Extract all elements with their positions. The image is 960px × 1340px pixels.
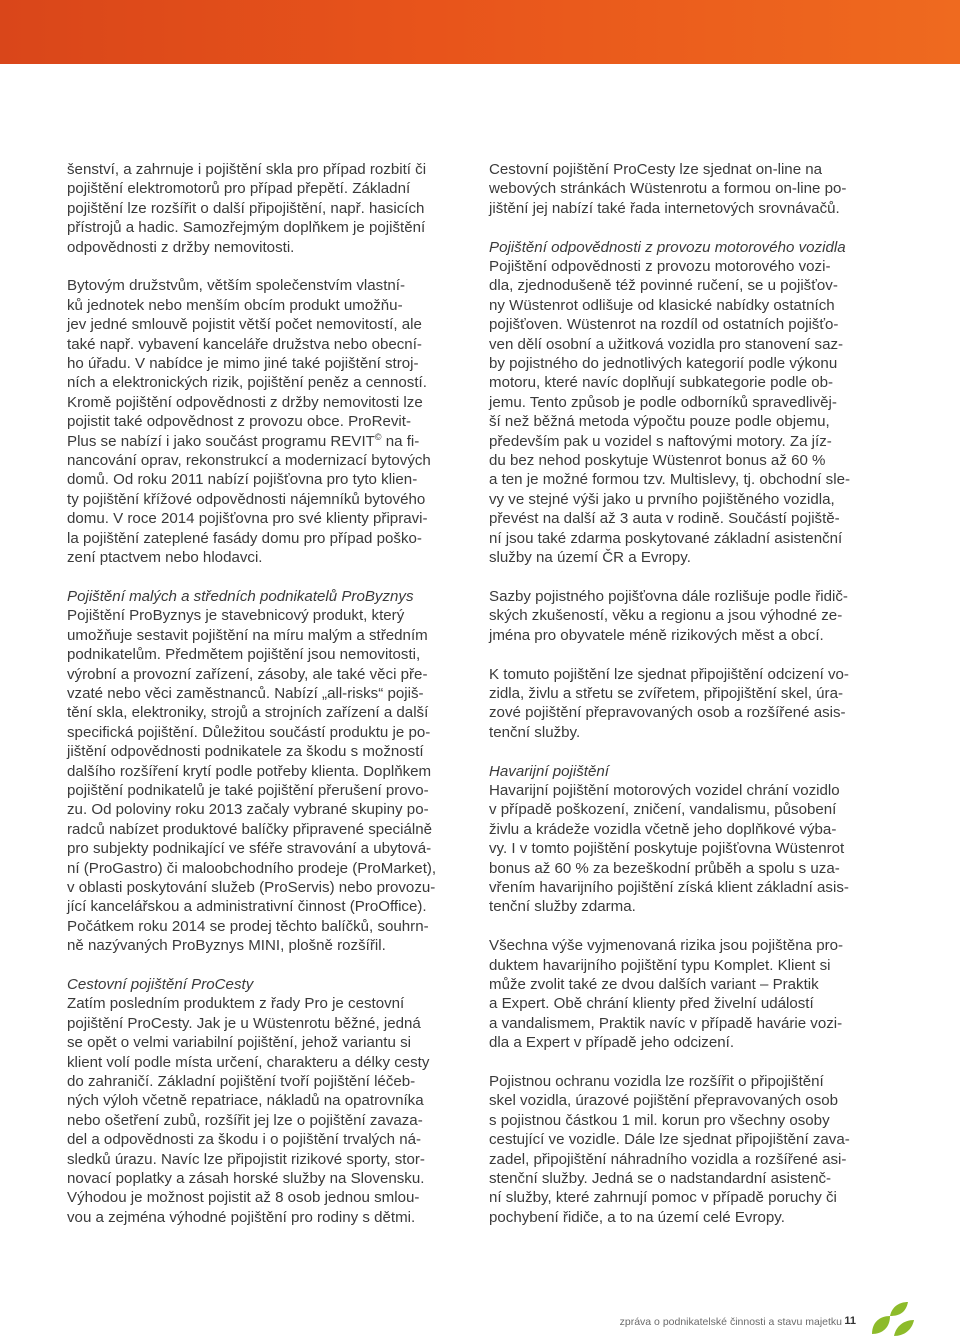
text-line: dla a Expert v případě jeho odcizení. <box>489 1034 735 1052</box>
paragraph-gap <box>489 645 897 664</box>
text-line: služby na území ČR a Evropy. <box>489 549 691 567</box>
text-line: dla, zjednodušeně též povinné ručení, se u pojišťov- <box>489 277 838 295</box>
text-line: dalšího rozšíření krytí podle potřeby klienta. Doplňkem <box>67 762 432 780</box>
text-line: podnikatelům. Předmětem pojištění jsou nemovitosti, <box>67 646 421 664</box>
text-line: ho úřadu. V nabídce je mimo jiné také pojištění stroj- <box>67 355 419 373</box>
text-line: klient volí podle místa určení, charakteru a délky cesty <box>67 1053 430 1071</box>
text-line: Zatím posledním produktem z řady Pro je cestovní <box>67 995 405 1013</box>
text-line: K tomuto pojištění lze sjednat připojištění odcizení vo- <box>489 665 849 683</box>
text-line: převést na další až 3 auta v rodině. Součástí pojiště- <box>489 510 840 528</box>
paragraph-gap <box>489 917 897 936</box>
text-line: by pojistného do jednotlivých kategorií podle výkonu <box>489 355 838 373</box>
text-line: přístrojů a hadic. Samozřejmým doplňkem je pojištění <box>67 219 426 237</box>
text-line: bonus až 60 % za bezeškodní průběh a spolu s uza- <box>489 859 840 877</box>
paragraph-gap <box>489 568 897 587</box>
text-line: Pojistnou ochranu vozidla lze rozšířit o připojištění <box>489 1073 824 1090</box>
text-line: ší než běžná metoda výpočtu pouze podle objemu, <box>489 413 830 431</box>
text-line: vřením havarijního pojištění získá klient základní asis- <box>489 878 849 896</box>
registered-mark: © <box>374 431 382 442</box>
text-line: odpovědnosti z držby nemovitosti. <box>67 238 295 256</box>
paragraph-gap <box>489 1053 897 1072</box>
text-line: ty pojištění křížové odpovědnosti nájemníků bytového <box>67 490 426 508</box>
text-line: webových stránkách Wüstenrotu a formou on-line po- <box>489 180 847 198</box>
paragraph-gap <box>67 257 475 276</box>
text-line: zadel, připojištění náhradního vozidla a rozšířené asi- <box>489 1150 847 1168</box>
text-line: ně nazývaných ProByznys MINI, plošně rozšířil. <box>67 937 386 955</box>
text-line: specifická pojištění. Důležitou součástí produktu je po- <box>67 723 431 741</box>
text-line: Pojištění odpovědnosti z provozu motorového vozi- <box>489 258 831 276</box>
text-line: pojištění ProCesty. Jak je u Wüstenrotu běžné, jedná <box>67 1014 421 1032</box>
section-heading-povinne-ruceni: Pojištění odpovědnosti z provozu motorového vozidla <box>489 238 846 256</box>
text-line: do zahraničí. Základní pojištění tvoří pojištění léčeb- <box>67 1073 416 1091</box>
paragraph-gap <box>67 956 475 975</box>
text-line: ní (ProGastro) či maloobchodního prodeje (ProMarket), <box>67 859 437 877</box>
text-line: zidla, živlu a střetu se zvířetem, připojištění skel, úra- <box>489 684 843 702</box>
page-footer <box>620 1296 960 1336</box>
text-line: Všechna výše vyjmenovaná rizika jsou pojištěna pro- <box>489 937 844 955</box>
text-line: motoru, které navíc doplňují subkategorie podle ob- <box>489 374 834 392</box>
text-line: sledků úrazu. Navíc lze připojistit rizikové sporty, stor- <box>67 1150 425 1168</box>
text-line: vou a zejména výhodné pojištění pro rodiny s dětmi. <box>67 1208 416 1226</box>
paragraph-gap <box>67 568 475 587</box>
page-number: 11 <box>844 1315 856 1327</box>
text-line: pro subjekty podnikající ve sféře stravování a ubytová- <box>67 840 432 858</box>
section-heading-havarijni: Havarijní pojištění <box>489 762 609 780</box>
text-line: a vandalismem, Praktik navíc v případě havárie vozi- <box>489 1014 843 1032</box>
text-line: tenční služby. <box>489 723 581 741</box>
section-heading-probyznys: Pojištění malých a středních podnikatelů ProByznys <box>67 587 414 605</box>
text-line: tenční služby zdarma. <box>489 898 636 916</box>
text-line: nebo ošetření zubů, rozšířit jej lze o pojištění zavaza- <box>67 1111 423 1129</box>
text-line: pojišťoven. Wüstenrot na rozdíl od ostatních pojišťo- <box>489 316 839 334</box>
text-line: domu. V roce 2014 pojišťovna pro své klienty připravi- <box>67 510 428 528</box>
text-line: la pojištění zateplené fasády domu pro případ poško- <box>67 529 422 547</box>
leaf-logo-icon <box>864 1300 924 1340</box>
paragraph-gap <box>489 742 897 761</box>
text-line: ní jsou také zdarma poskytované základní asistenční <box>489 529 843 547</box>
text-line: du bez nehod poskytuje Wüstenrot bonus až 60 % <box>489 452 826 470</box>
text-line: jištění odpovědnosti podnikatele za škodu s možností <box>67 743 424 761</box>
text-line: jev jedné smlouvě pojistit větší počet nemovitostí, ale <box>67 316 422 334</box>
text-line: jící kancelářskou a administrativní činnost (ProOffice). <box>67 898 427 916</box>
text-line: domů. Od roku 2011 nabízí pojišťovna pro tyto klien- <box>67 471 418 489</box>
text-line: ny Wüstenrot odlišuje od klasické nabídky ostatních <box>489 296 835 314</box>
text-line: a ten je možné formou tzv. Multislevy, tj. obchodní sle- <box>489 471 851 489</box>
text-line: pojištění lze rozšířit o další připojištění, např. hasicích <box>67 199 425 217</box>
text-line: Havarijní pojištění motorových vozidel chrání vozidlo <box>489 781 840 799</box>
text-line: a Expert. Obě chrání klienty před živelní událostí <box>489 995 814 1013</box>
text-line: stenční služby. Jedná se o nadstandardní asistenč- <box>489 1170 832 1188</box>
text-line: pochybení řidiče, a to na území celé Evropy. <box>489 1208 785 1226</box>
text-line: Kromě pojištění odpovědnosti z držby nemovitosti lze <box>67 393 423 411</box>
text-line: ků jednotek nebo menším obcím produkt umožňu- <box>67 296 403 314</box>
text-line: se opět o velmi variabilní pojištění, jehož variantu si <box>67 1034 411 1052</box>
text-line: jištění jej nabízí také řada internetových srovnávačů. <box>489 199 840 217</box>
text-line: především pak u vozidel s naftovými motory. Za jíz- <box>489 432 832 450</box>
text-line: s pojistnou částkou 1 mil. korun pro všechny osoby <box>489 1111 830 1129</box>
text-line: tění skla, elektroniky, strojů a strojních zařízení a další <box>67 704 429 722</box>
text-line: jména pro obyvatele méně rizikových měst a obcí. <box>489 626 824 644</box>
text-line: Bytovým družstvům, větším společenstvím vlastní- <box>67 277 406 295</box>
text-line: cestující ve vozidle. Dále lze sjednat připojištění zava- <box>489 1131 850 1149</box>
text-line: vy. I v tomto pojištění poskytuje pojišťovna Wüstenrot <box>489 840 845 858</box>
revit-text: Plus se nabízí i jako součást programu REVIT <box>67 432 375 450</box>
revit-suffix: na fi- <box>385 432 420 450</box>
text-line: šenství, a zahrnuje i pojištění skla pro případ rozbití či <box>67 161 427 178</box>
text-line: umožňuje sestavit pojištění na míru malým a středním <box>67 626 428 644</box>
text-line: skel vozidla, úrazové pojištění přepravovaných osob <box>489 1092 839 1110</box>
text-line: ských zkušeností, věku a regionu a jsou výhodné ze- <box>489 607 843 625</box>
text-line: může zvolit také ze dvou dalších variant – Praktik <box>489 975 819 993</box>
section-heading-procesty: Cestovní pojištění ProCesty <box>67 976 254 994</box>
text-line: výrobní a provozní zařízení, zásoby, ale také věci pře- <box>67 665 428 683</box>
text-line: Výhodou je možnost pojistit až 8 osob jednou smlou- <box>67 1189 420 1207</box>
text-line: nancování oprav, rekonstrukcí a modernizací bytových <box>67 452 431 470</box>
text-line: pojištění elektromotorů pro případ přepětí. Základní <box>67 180 411 198</box>
left-text-column <box>67 160 475 1227</box>
text-line: del a odpovědnosti za škodu i o pojištění trvalých ná- <box>67 1131 422 1149</box>
text-line-revit <box>67 432 475 451</box>
text-line: Počátkem roku 2014 se prodej těchto balíčků, souhrn- <box>67 917 429 935</box>
text-line: v oblasti poskytování služeb (ProServis) nebo provozu- <box>67 879 436 896</box>
text-line: zu. Od poloviny roku 2013 začaly vybrané skupiny po- <box>67 801 429 819</box>
footer-title: zpráva o podnikatelské činnosti a stavu majetku <box>619 1316 842 1328</box>
text-line: ních a elektronických rizik, pojištění peněz a cenností. <box>67 374 427 392</box>
text-line: duktem havarijního pojištění typu Komplet. Klient si <box>489 956 831 974</box>
text-line: v případě poškození, zničení, vandalismu, působení <box>489 801 837 819</box>
text-line: Cestovní pojištění ProCesty lze sjednat on-line na <box>489 161 823 178</box>
text-line: pojištění podnikatelů je také pojištění přerušení provo- <box>67 781 429 799</box>
text-line: Sazby pojistného pojišťovna dále rozlišuje podle řidič- <box>489 587 848 605</box>
text-line: zové pojištění přepravovaných osob a rozšířené asis- <box>489 704 846 722</box>
text-line: pojistit také odpovědnost z provozu obce. ProRevit- <box>67 413 411 431</box>
text-line: radců nabízet produktové balíčky připravené speciálně <box>67 820 432 838</box>
text-line: vzaté nebo věci zaměstnanců. Nabízí „all-risks“ pojiš- <box>67 684 424 702</box>
top-accent-bar <box>0 0 960 64</box>
right-text-column <box>489 160 897 1227</box>
text-line: ných výloh včetně repatriace, nákladů na opatrovníka <box>67 1092 424 1110</box>
text-line: zení ptactvem nebo hlodavci. <box>67 549 263 567</box>
text-line: Pojištění ProByznys je stavebnicový produkt, který <box>67 607 405 625</box>
text-line: ní služby, které zahrnují pomoc v případě poruchy či <box>489 1189 837 1207</box>
text-line: novací poplatky a zásah horské služby na Slovensku. <box>67 1170 425 1188</box>
text-line: ven dělí osobní a užitková vozidla pro stanovení saz- <box>489 335 844 353</box>
text-line: jemu. Tento způsob je podle odborníků spravedlivěj- <box>489 393 837 411</box>
paragraph-gap <box>489 218 897 237</box>
text-line: vy ve stejné výši jako u prvního pojištěného vozidla, <box>489 490 835 508</box>
text-line: také např. vybavení kanceláře družstva nebo obecní- <box>67 335 422 353</box>
text-line: živlu a krádeže vozidla včetně jeho doplňkové výba- <box>489 820 837 838</box>
